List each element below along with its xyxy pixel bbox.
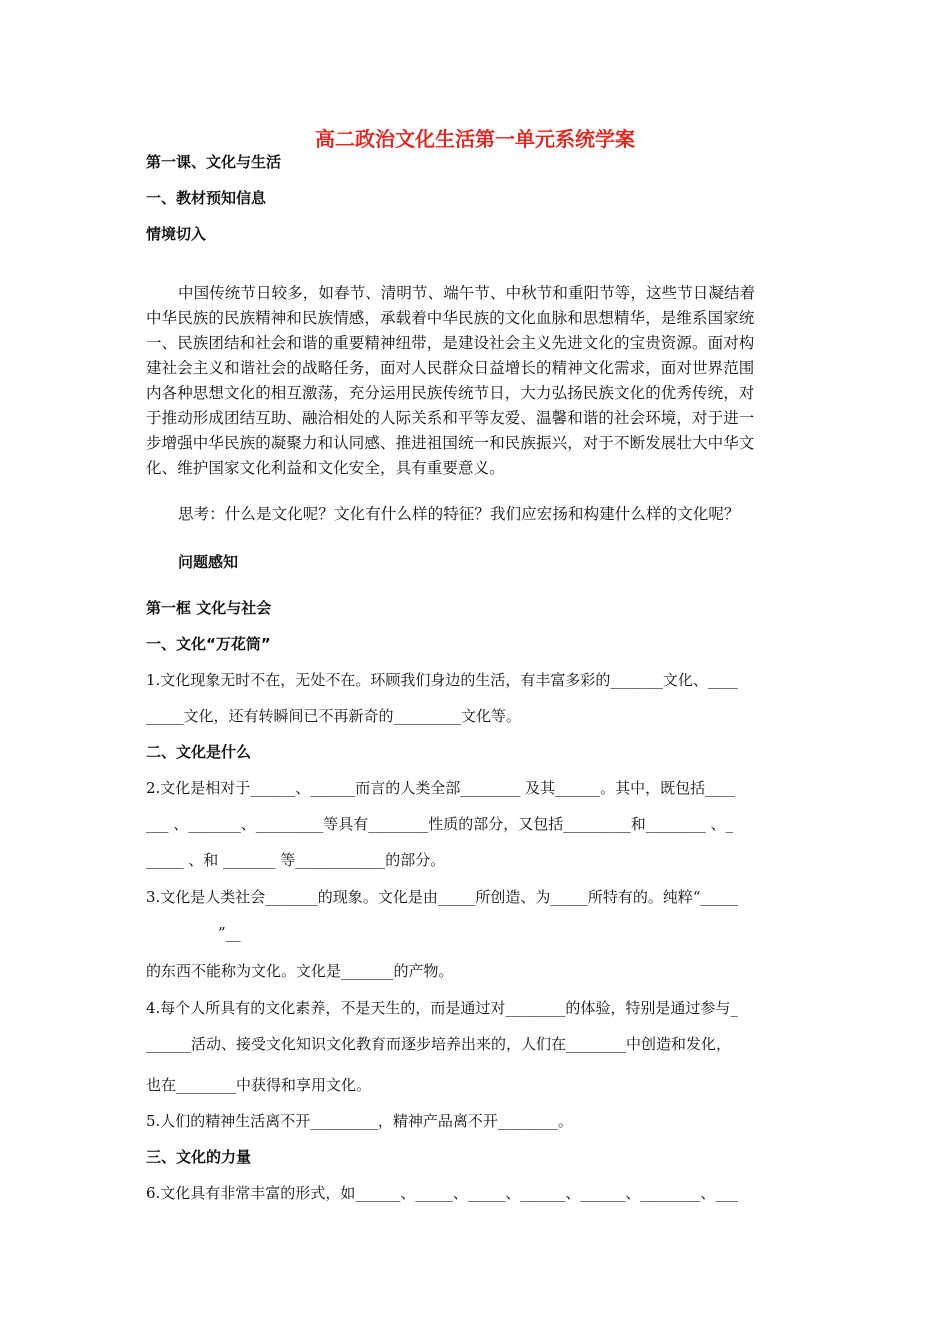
item-2-line: _____ 、和 _______ 等____________的部分。 bbox=[146, 851, 446, 869]
item-3-line: ”__ bbox=[218, 924, 241, 942]
paragraph-line: 于推动形成团结互助、融洽相处的人际关系和平等友爱、温馨和谐的社会环境，对于进一 bbox=[146, 409, 755, 427]
perception-heading: 问题感知 bbox=[178, 553, 239, 571]
item-1-line: 1.文化现象无时不在，无处不在。环顾我们身边的生活，有丰富多彩的_______文化、____ bbox=[146, 671, 738, 689]
part-heading-power-of-culture: 三、文化的力量 bbox=[146, 1148, 252, 1166]
item-3-line: 3.文化是人类社会_______的现象。文化是由_____所创造、为_____所特有的。纯粹“_____ bbox=[146, 888, 738, 906]
paragraph-line: 内各种思想文化的相互激荡，充分运用民族传统节日，大力弘扬民族文化的优秀传统，对 bbox=[146, 384, 755, 402]
item-4-line: 也在________中获得和享用文化。 bbox=[146, 1076, 372, 1094]
item-6-line: 6.文化具有非常丰富的形式，如______、_____、_____、______、______、________、___ bbox=[146, 1184, 738, 1202]
item-2-line: 2.文化是相对于______、______而言的人类全部________ 及其______。其中，既包括____ bbox=[146, 779, 736, 797]
paragraph-line: 中华民族的民族精神和民族情感，承载着中华民族的文化血脉和思想精华，是维系国家统 bbox=[146, 309, 755, 327]
document-title: 高二政治文化生活第一单元系统学案 bbox=[315, 127, 635, 151]
paragraph-line: 一、民族团结和社会和谐的重要精神纽带，是建设社会主义先进文化的宝贵资源。面对构 bbox=[146, 334, 755, 352]
thinking-question: 思考：什么是文化呢？文化有什么样的特征？我们应宏扬和构建什么样的文化呢？ bbox=[178, 505, 740, 523]
paragraph-line: 建社会主义和谐社会的战略任务，面对人民群众日益增长的精神文化需求，面对世界范围 bbox=[146, 359, 755, 377]
part-heading-what-is-culture: 二、文化是什么 bbox=[146, 743, 252, 761]
item-4-line: 4.每个人所具有的文化素养，不是天生的，而是通过对________的体验，特别是通过参与_ bbox=[146, 999, 738, 1017]
section-heading-preview: 一、教材预知信息 bbox=[146, 189, 267, 207]
paragraph-line: 步增强中华民族的凝聚力和认同感、推进祖国统一和民族振兴，对于不断发展壮大中华文 bbox=[146, 434, 755, 452]
frame-heading: 第一框 文化与社会 bbox=[146, 599, 272, 617]
part-heading-kaleidoscope: 一、文化“万花筒” bbox=[146, 635, 271, 653]
item-4-line: ______活动、接受文化知识文化教育而逐步培养出来的，人们在________中创造和发化， bbox=[146, 1035, 732, 1053]
paragraph-line: 中国传统节日较多，如春节、清明节、端午节、中秋节和重阳节等，这些节日凝结着 bbox=[178, 284, 756, 302]
item-2-line: ___ 、_______、_________等具有________性质的部分，又包括_________和________ 、_ bbox=[146, 815, 734, 833]
item-1-line: _____文化，还有转瞬间已不再新奇的_________文化等。 bbox=[146, 707, 522, 725]
item-5-line: 5.人们的精神生活离不开_________，精神产品离不开________。 bbox=[146, 1112, 573, 1130]
item-3-line: 的东西不能称为文化。文化是_______的产物。 bbox=[146, 962, 454, 980]
lesson-heading: 第一课、文化与生活 bbox=[146, 153, 282, 171]
paragraph-line: 化、维护国家文化利益和文化安全，具有重要意义。 bbox=[146, 459, 505, 477]
situation-heading: 情境切入 bbox=[146, 225, 207, 243]
